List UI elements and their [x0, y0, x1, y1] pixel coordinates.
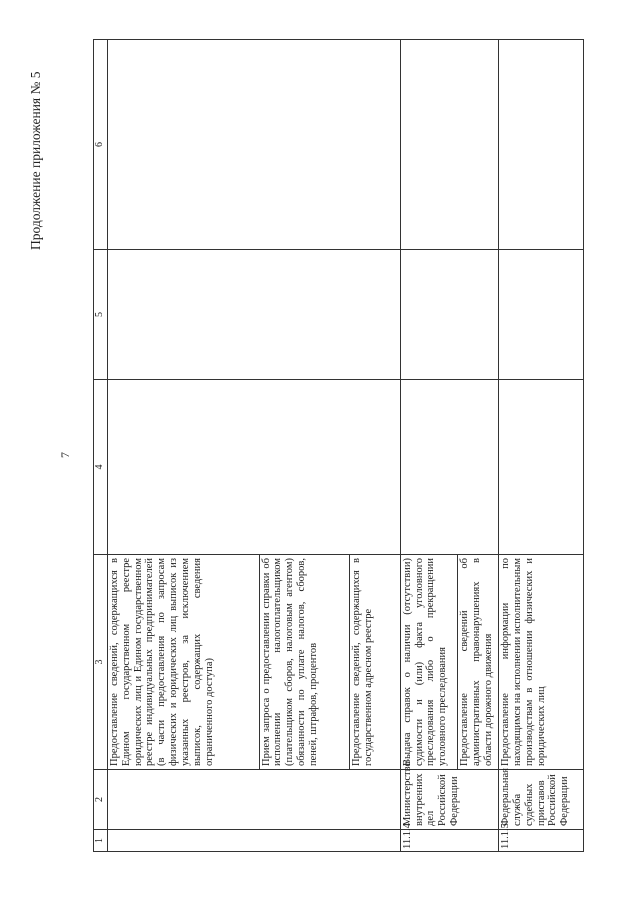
header-row [94, 40, 108, 852]
column-header-4: 4 [94, 380, 108, 555]
organization-cell: Федеральная служба судебных приставов Российской Федерации [499, 770, 584, 830]
column-header-5: 5 [94, 250, 108, 380]
table-row [107, 40, 259, 852]
empty-cell [400, 250, 498, 380]
empty-cell [107, 250, 400, 380]
service-cell: Предоставление сведений, содержащихся в Едином государственном реестре юридических лиц и Едином государственном реестре индивидуальных предпринимателей (в части предоставления по запросам физических и юридических лиц выписок из указанных реестров, за исключением выписок, содержащих сведения ограниченного доступа) [107, 555, 259, 770]
services-table [93, 39, 584, 852]
empty-cell [499, 380, 584, 555]
service-cell: Предоставление информации по находящимся на исполнении исполнительным производствам в отношении физических и юридических лиц [499, 555, 584, 770]
empty-cell [107, 40, 400, 250]
code-cell: 11.1.5 [499, 830, 584, 852]
column-header-1: 1 [94, 830, 108, 852]
page-heading: Продолжение приложения № 5 [28, 71, 43, 250]
service-cell: Предоставление сведений, содержащихся в государственном адресном реестре [349, 555, 400, 770]
table-container [93, 40, 584, 852]
empty-cell [400, 380, 498, 555]
column-header-6: 6 [94, 40, 108, 250]
organization-cell [107, 770, 400, 830]
table-row [400, 40, 457, 852]
code-cell: 11.1.4 [400, 830, 498, 852]
column-header-2: 2 [94, 770, 108, 830]
empty-cell [107, 380, 400, 555]
page-number: 7 [58, 452, 72, 458]
service-cell: Выдача справок о наличии (отсутствии) судимости и (или) факта уголовного преследования либо о прекращении уголовного преследования [400, 555, 457, 770]
code-cell [107, 830, 400, 852]
empty-cell [499, 40, 584, 250]
table-row [499, 40, 584, 852]
organization-cell: Министерство внутренних дел Российской Федерации [400, 770, 498, 830]
empty-cell [400, 40, 498, 250]
column-header-3: 3 [94, 555, 108, 770]
service-cell: Предоставление сведений об административных правонарушениях в области дорожного движения [458, 555, 499, 770]
empty-cell [499, 250, 584, 380]
service-cell: Прием запроса о предоставлении справки об исполнении налогоплательщиком (плательщиком сборов, налоговым агентом) обязанности по уплате налогов, сборов, пеней, штрафов, процентов [259, 555, 349, 770]
